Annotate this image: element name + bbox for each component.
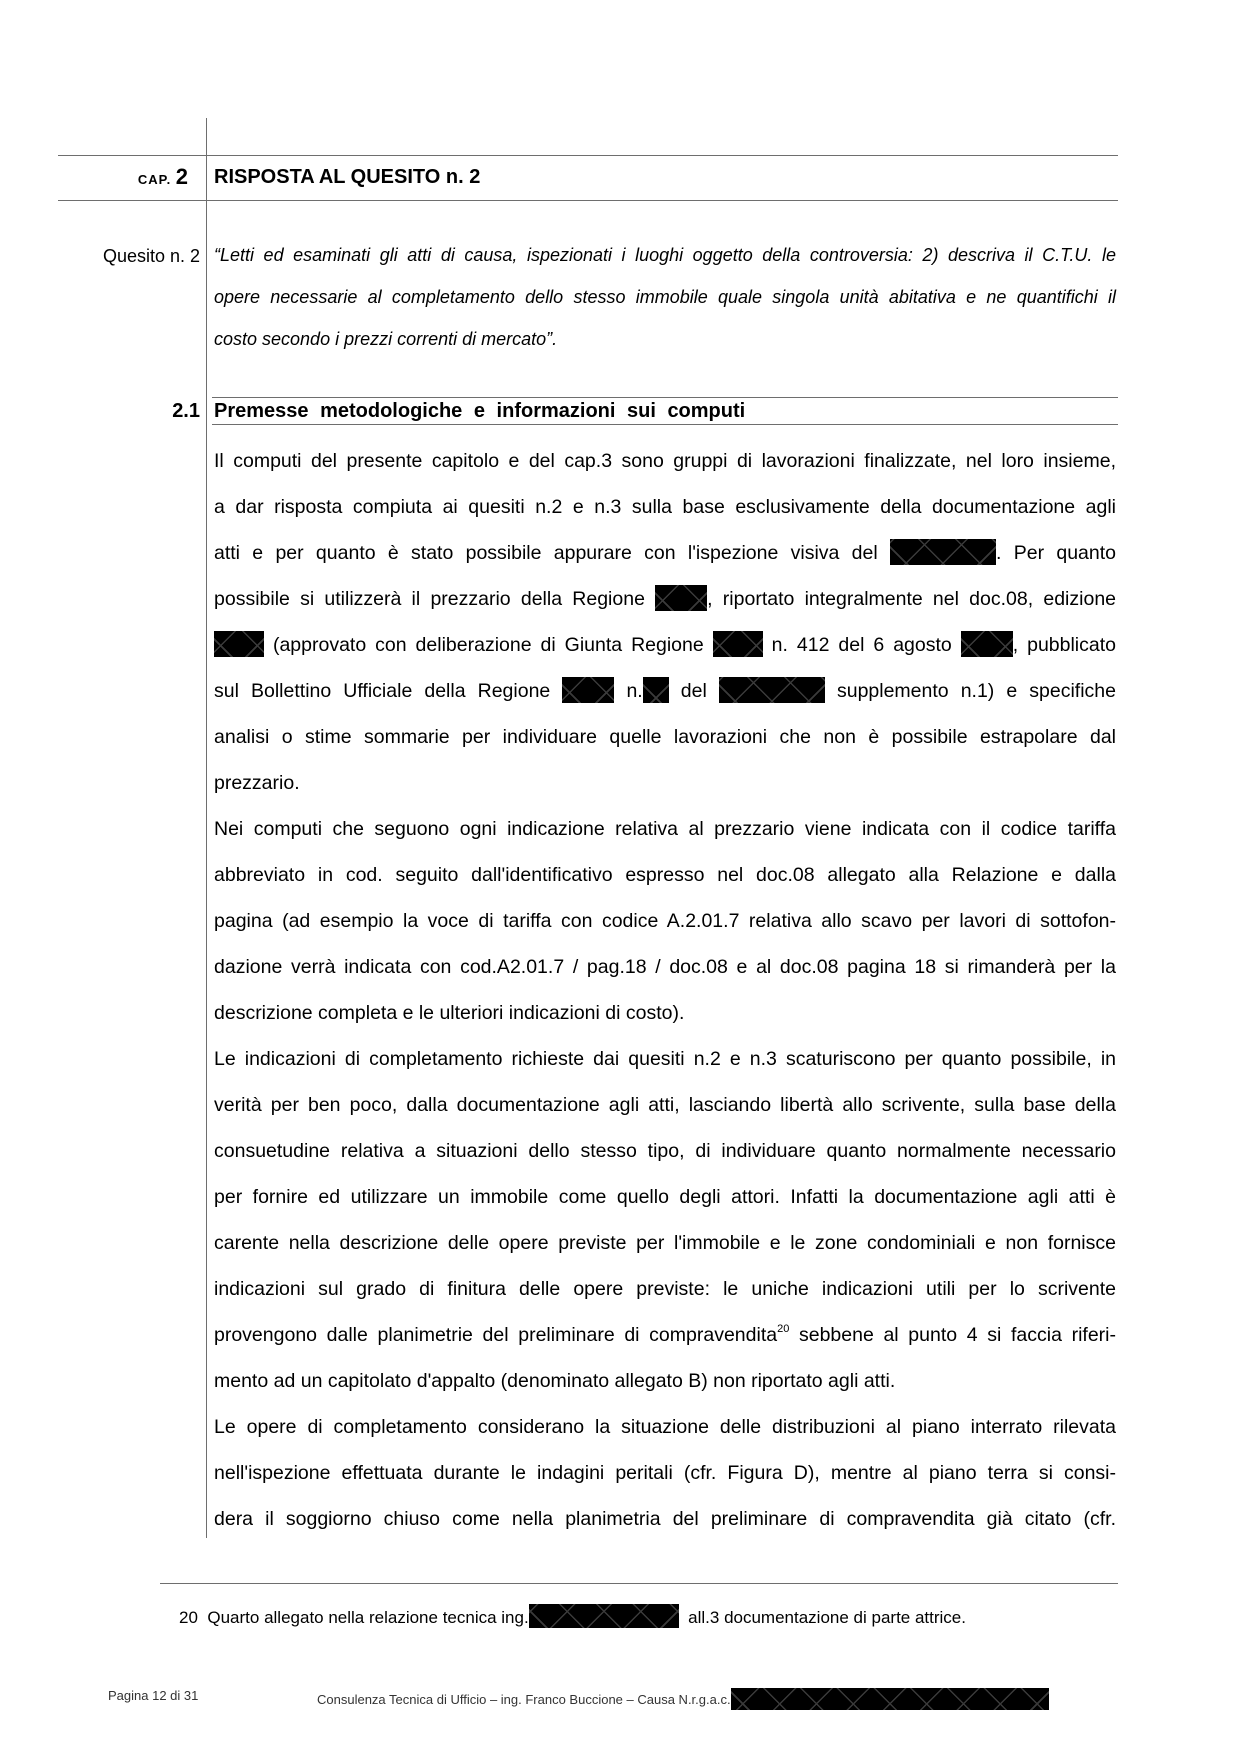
paragraph-line: carente nella descrizione delle opere previste per l'immobile e le zone condominiali e non fornisce	[214, 1232, 1116, 1254]
paragraph-line: Il computi del presente capitolo e del cap.3 sono gruppi di lavorazioni finalizzate, nel loro insieme,	[214, 450, 1116, 472]
paragraph-line: Le indicazioni di completamento richieste dai quesiti n.2 e n.3 scaturiscono per quanto possibile, in	[214, 1048, 1116, 1070]
redaction-box	[214, 631, 264, 657]
paragraph-line: per fornire ed utilizzare un immobile come quello degli attori. Infatti la documentazione agli atti è	[214, 1186, 1116, 1208]
paragraph-line: analisi o stime sommarie per individuare quelle lavorazioni che non è possibile estrapolare dal	[214, 726, 1116, 748]
footer-title: Consulenza Tecnica di Ufficio – ing. Franco Buccione – Causa N.r.g.a.c.	[317, 1688, 1049, 1710]
section-bottom-rule	[212, 424, 1118, 425]
paragraph-line: sul Bollettino Ufficiale della Regione n. del supplemento n.1) e specifiche	[214, 676, 1116, 706]
paragraph-line: nell'ispezione effettuata durante le indagini peritali (cfr. Figura D), mentre al piano terra si consi-	[214, 1462, 1116, 1484]
paragraph-line: atti e per quanto è stato possibile appurare con l'ispezione visiva del . Per quanto	[214, 538, 1116, 568]
section-number: 2.1	[172, 400, 200, 422]
paragraph-line: descrizione completa e le ulteriori indicazioni di costo).	[214, 1002, 685, 1024]
paragraph-line: possibile si utilizzerà il prezzario della Regione , riportato integralmente nel doc.08, edizione	[214, 584, 1116, 614]
footnote-ref[interactable]: 20	[777, 1323, 790, 1335]
redaction-box	[562, 677, 614, 703]
cap-number: 2	[175, 164, 188, 189]
quesito-line: opere necessarie al completamento dello stesso immobile quale singola unità abitativa e ne quantifichi il	[214, 287, 1116, 307]
paragraph-line: dazione verrà indicata con cod.A2.01.7 / pag.18 / doc.08 e al doc.08 pagina 18 si rimanderà per la	[214, 956, 1116, 978]
quesito-line: costo secondo i prezzi correnti di mercato”.	[214, 329, 558, 349]
paragraph-line: Nei computi che seguono ogni indicazione relativa al prezzario viene indicata con il codice tariffa	[214, 818, 1116, 840]
chapter-bottom-rule	[58, 200, 1118, 201]
footnote-rule	[160, 1583, 1118, 1584]
paragraph-line: mento ad un capitolato d'appalto (denominato allegato B) non riportato agli atti.	[214, 1370, 896, 1392]
quesito-label: Quesito n. 2	[102, 246, 200, 266]
redaction-box	[719, 677, 825, 703]
redaction-box	[529, 1604, 679, 1628]
redaction-box	[655, 585, 707, 611]
redaction-box	[643, 677, 669, 703]
section-title: Premesse metodologiche e informazioni sui computi	[214, 400, 746, 422]
paragraph-line: provengono dalle planimetrie del preliminare di compravendita$^{20}$ sebbene al punto 4 si faccia riferi-	[214, 1323, 1116, 1346]
redaction-box	[713, 631, 763, 657]
chapter-title: RISPOSTA AL QUESITO n. 2	[214, 166, 481, 188]
paragraph-line: pagina (ad esempio la voce di tariffa con codice A.2.01.7 relativa allo scavo per lavori di sottofon-	[214, 910, 1116, 932]
paragraph-line: verità per ben poco, dalla documentazione agli atti, lasciando libertà allo scrivente, sulla base della	[214, 1094, 1116, 1116]
redaction-box	[890, 539, 996, 565]
paragraph-line: dera il soggiorno chiuso come nella planimetria del preliminare di compravendita già citato (cfr.	[214, 1508, 1116, 1530]
paragraph-line: (approvato con deliberazione di Giunta Regione n. 412 del 6 agosto , pubblicato	[214, 630, 1116, 660]
cap-label: CAP.	[137, 172, 172, 187]
redaction-box	[731, 1688, 1049, 1710]
quesito-text	[214, 234, 1116, 360]
section-top-rule	[212, 397, 1118, 398]
paragraph-line: consuetudine relativa a situazioni dello stesso tipo, di individuare quanto normalmente necessario	[214, 1140, 1116, 1162]
page-number: Pagina 12 di 31	[108, 1688, 199, 1703]
paragraph-line: a dar risposta compiuta ai quesiti n.2 e n.3 sulla base esclusivamente della documentazione agli	[214, 496, 1116, 518]
paragraph-line: Le opere di completamento considerano la situazione delle distribuzioni al piano interrato rilevata	[214, 1416, 1116, 1438]
footnote: 20 Quarto allegato nella relazione tecnica ing. all.3 documentazione di parte attrice.	[179, 1604, 966, 1628]
chapter-label	[138, 164, 188, 190]
margin-rule	[206, 118, 207, 1538]
chapter-top-rule	[58, 155, 1118, 156]
redaction-box	[961, 631, 1013, 657]
footnote-number: 20	[179, 1608, 198, 1627]
paragraph-line: abbreviato in cod. seguito dall'identificativo espresso nel doc.08 allegato alla Relazione e dalla	[214, 864, 1116, 886]
paragraph-line: prezzario.	[214, 772, 300, 794]
quesito-line: “Letti ed esaminati gli atti di causa, ispezionati i luoghi oggetto della controversia: 2) descriva il C.T.U. le	[214, 245, 1116, 265]
paragraph-line: indicazioni sul grado di finitura delle opere previste: le uniche indicazioni utili per lo scrivente	[214, 1278, 1116, 1300]
